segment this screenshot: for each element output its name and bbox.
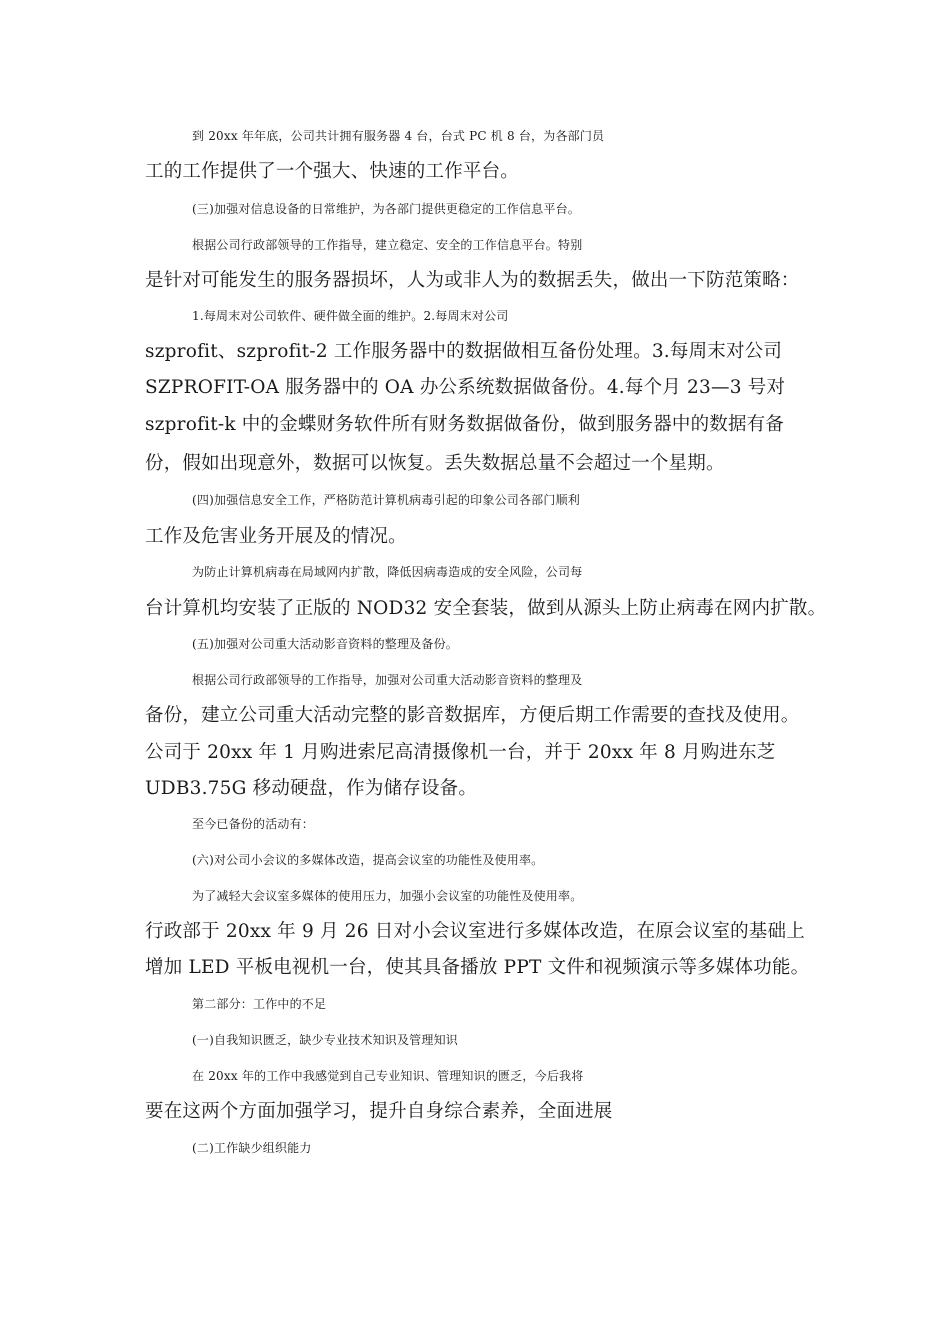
paragraph-line: szprofit-k 中的金蝶财务软件所有财务数据做备份，做到服务器中的数据有备 bbox=[145, 414, 785, 435]
paragraph-line: 在 20xx 年的工作中我感觉到自己专业知识、管理知识的匮乏，今后我将 bbox=[192, 1069, 584, 1083]
section-heading: (二)工作缺少组织能力 bbox=[192, 1141, 312, 1155]
paragraph-line: 为防止计算机病毒在局域网内扩散，降低因病毒造成的安全风险，公司每 bbox=[192, 565, 583, 579]
section-heading: (一)自我知识匮乏，缺少专业技术知识及管理知识 bbox=[192, 1033, 458, 1047]
paragraph-line: 根据公司行政部领导的工作指导，加强对公司重大活动影音资料的整理及 bbox=[192, 673, 583, 687]
paragraph-line: 工作及危害业务开展及的情况。 bbox=[145, 526, 407, 547]
paragraph-line: 增加 LED 平板电视机一台，使其具备播放 PPT 文件和视频演示等多媒体功能。 bbox=[145, 957, 810, 978]
section-heading: (五)加强对公司重大活动影音资料的整理及备份。 bbox=[192, 637, 458, 651]
paragraph-line: UDB3.75G 移动硬盘，作为储存设备。 bbox=[145, 778, 478, 799]
paragraph-line: 行政部于 20xx 年 9 月 26 日对小会议室进行多媒体改造，在原会议室的基础上 bbox=[145, 921, 805, 942]
paragraph-line: 份，假如出现意外，数据可以恢复。丢失数据总量不会超过一个星期。 bbox=[145, 453, 725, 474]
paragraph-line: 根据公司行政部领导的工作指导，建立稳定、安全的工作信息平台。特别 bbox=[192, 238, 583, 252]
paragraph-line: szprofit、szprofit-2 工作服务器中的数据做相互备份处理。3.每周末对公司 bbox=[145, 341, 783, 362]
paragraph-line: 1.每周末对公司软件、硬件做全面的维护。2.每周末对公司 bbox=[192, 309, 509, 323]
paragraph-line: 台计算机均安装了正版的 NOD32 安全套装，做到从源头上防止病毒在网内扩散。 bbox=[145, 598, 827, 619]
paragraph-line: 至今已备份的活动有： bbox=[192, 817, 315, 831]
paragraph-line: 是针对可能发生的服务器损坏，人为或非人为的数据丢失，做出一下防范策略： bbox=[145, 270, 800, 291]
paragraph-line: 为了减轻大会议室多媒体的使用压力，加强小会议室的功能性及使用率。 bbox=[192, 889, 583, 903]
paragraph-line: 要在这两个方面加强学习，提升自身综合素养，全面进展 bbox=[145, 1101, 613, 1122]
section-heading: (四)加强信息安全工作，严格防范计算机病毒引起的印象公司各部门顺利 bbox=[192, 493, 580, 507]
paragraph-line: 备份，建立公司重大活动完整的影音数据库，方便后期工作需要的查找及使用。 bbox=[145, 705, 800, 726]
paragraph-line: 工的工作提供了一个强大、快速的工作平台。 bbox=[145, 161, 520, 182]
section-heading: (三)加强对信息设备的日常维护，为各部门提供更稳定的工作信息平台。 bbox=[192, 202, 580, 216]
section-heading: (六)对公司小会议的多媒体改造，提高会议室的功能性及使用率。 bbox=[192, 853, 544, 867]
paragraph-line: 公司于 20xx 年 1 月购进索尼高清摄像机一台，并于 20xx 年 8 月购进东芝 bbox=[145, 742, 776, 763]
part-heading: 第二部分：工作中的不足 bbox=[192, 997, 327, 1011]
paragraph-line: SZPROFIT-OA 服务器中的 OA 办公系统数据做备份。4.每个月 23—3 号对 bbox=[145, 377, 786, 398]
paragraph-line: 到 20xx 年年底，公司共计拥有服务器 4 台，台式 PC 机 8 台，为各部门员 bbox=[192, 129, 605, 143]
